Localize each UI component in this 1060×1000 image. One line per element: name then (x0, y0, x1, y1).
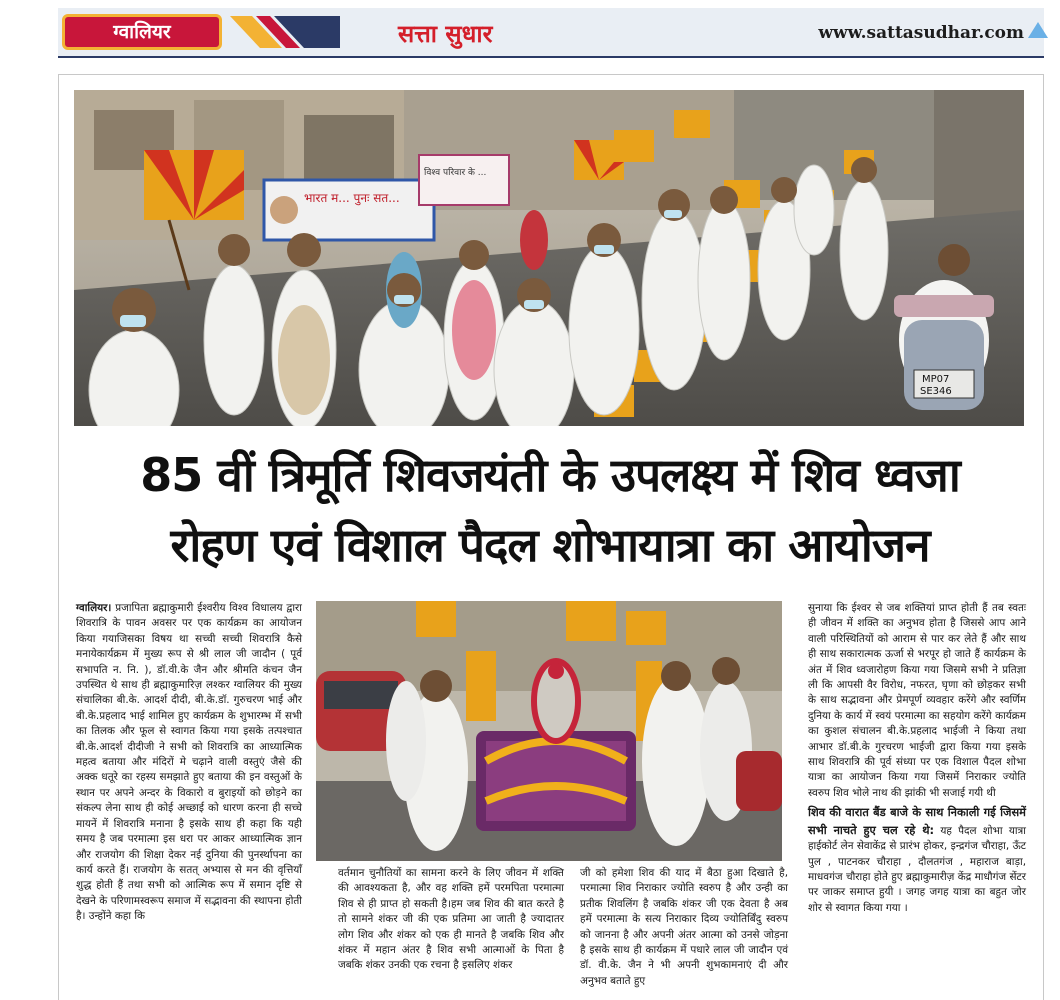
column-2-text: वर्तमान चुनौतियों का सामना करने के लिए जीवन में शक्ति की आवश्यकता है, और वह शक्ति हमें परमपिता परमात्मा शिव से ही प्राप्त हो सकती है।हम जब शिव की बात करते है तो सामने शंकर जी की एक प्रतिमा आ जाती है ज्यादातर लोग शिव और शंकर को एक ही मानते है जबकि शिव और शंकर में महान अंतर है शिव सभी आत्माओं के पिता है जबकि शंकर उनकी एक रचना है इसलिए शंकर (338, 867, 564, 972)
page-header (58, 8, 1044, 58)
article-column-1 (76, 601, 302, 925)
headline-line-1: 85 वीं त्रिमूर्ति शिवजयंती के उपलक्ष्य में शिव ध्वजा (140, 448, 960, 502)
column-3-text: जी को हमेशा शिव की याद में बैठा हुआ दिखाते है, परमात्मा शिव निराकार ज्योति स्वरुप है और उन्ही का प्रतीक शिवलिंग है जबकि शंकर जी एक देवता है अब हमें परमात्मा के सत्य निराकार दिव्य ज्योतिर्बिंदु स्वरुप को जानना है और अपनी अंतर आत्मा को उनसे जोड़ना है इसके साथ ही कार्यक्रम में पधारे लाल जी जादौन एवं डॉ. वी.के. जैन ने भी अपनी शुभकामनाएं दी और अनुभव बताते हुए (580, 867, 788, 987)
tableau-illustration (316, 601, 782, 861)
banner-text: भारत म... पुनः सत... (304, 191, 400, 205)
website-link[interactable]: www.sattasudhar.com (818, 23, 1024, 43)
procession-illustration (74, 90, 1024, 426)
dateline: ग्वालियर। (76, 602, 112, 614)
scooter-plate-line1: MP07 (922, 374, 950, 385)
city-tag: ग्वालियर (62, 14, 222, 50)
article-column-4 (808, 601, 1026, 916)
article-column-3 (580, 866, 788, 989)
brand-name: सत्ता सुधार (398, 19, 493, 48)
article-column-2 (338, 866, 564, 974)
corner-triangle-icon (1028, 22, 1048, 38)
scooter-plate-line2: SE346 (920, 386, 952, 397)
column-1-text: प्रजापिता ब्रह्माकुमारी ईश्वरीय विश्व विधालय द्वारा शिवरात्रि के पावन अवसर पर एक कार्यक्रम का आयोजन किया गयाजिसका विषय था सच्ची सच्ची शिवरात्रि कैसे मनायेकार्यक्रम में मुख्य रूप से श्री लाल जी जादौन ( पूर्व सभापति न. नि. ), डॉ.वी.के जैन और श्रीमति कंचन जैन उपस्थित थे साथ ही ब्रह्माकुमारिज़ लश्कर ग्वालियर की मुख्य संचालिका बी.के. आदर्श दीदी, बी.के.डॉ. गुरुचरण भाई और बी.के.प्रहलाद भाई शामिल हुए कार्यक्रम के शुभारम्भ में सभी का तिलक और फूल से स्वागत किया गया इसके तत्पश्चात बी.के.आदर्श दीदीजी ने सभी को शिवरात्रि का आध्यात्मिक महत्व बताया और मंदिरों मे चढ़ाने वाली वस्तुएं जैसे की अक्क धतूरे का रहस्य समझाते हुए बताया की इन वस्तुओं के स्थान पर अपने अन्दर के विकारो व बुराइयों को छोड़ने का संकल्प लेना साथ ही कोई अच्छाई को धारण करना ही सच्चे मायनें में शिवरात्रि मनाना है इसके साथ ही कहा कि यही समय है जब परमात्मा इस धरा पर आकर आध्यात्मिक ज्ञान और राजयोग की शिक्षा देकर नई दुनिया की पुनर्स्थापना का कार्य करते हैं। राजयोग के सतत् अभ्यास से मन की वृत्तियाँ शुद्ध होती हैं तथा सभी को आत्मिक रूप में समान दृष्टि से देखने के परिणामस्वरूप समाज में सद्भावना की स्थापना होती है। उन्होंने कहा कि (76, 602, 302, 923)
subheading: शिव की वारात बैंड बाजे के साथ निकाली गई जिसमें सभी नाचते हुए चल रहे थे: (808, 805, 1026, 837)
header-stripes (230, 16, 340, 48)
shiva-tableau-photo (316, 601, 782, 861)
headline (70, 440, 1030, 580)
column-4-text: सुनाया कि ईश्वर से जब शक्तियां प्राप्त होती हैं तब स्वतः ही जीवन में शक्ति का अनुभव होता है जिससे आप आने वाली परिस्थितियों को आराम से पार कर लेते हैं और साथ ही साथ सकारात्मक ऊर्जा से भरपूर हो जाते हैं कार्यक्रम के अंत में शिव ध्वजारोहण किया गया जिसमे सभी ने प्रतिज्ञा ली कि आपसी वैर विरोध, नफरत, घृणा को छोड़कर सभी के साथ सद्भावना और प्रेमपूर्ण व्यवहार करेंगे और स्वर्णिम दुनिया के कार्य में स्वयं परमात्मा का सहयोग करेंगे कार्यक्रम का कुशल संचालन बी.के.प्रहलाद भाईजी ने किया तथा आभार डॉ.बी.के गुरचरण भाईजी द्वारा किया गया इसके साथ शिवरात्रि की पूर्व संध्या पर एक विशाल पैदल शोभा यात्रा का आयोजन किया गया जिसमें निराकार ज्योति स्वरुप शिव भोले नाथ की झांकी भी सजाई गयी थी (808, 602, 1026, 799)
placard-text: विश्व परिवार के ... (424, 168, 487, 178)
headline-line-2: रोहण एवं विशाल पैदल शोभायात्रा का आयोजन (170, 518, 930, 572)
column-4-continued-text: यह पैदल शोभा यात्रा हाईकोर्ट लेन सेवाकेंद्र से प्रारंभ होकर, इन्द्रगंज चौराहा, ऊँट पुल , पाटनकर चौराहा , दौलतगंज , महाराज बाड़ा, माधवगंज चौराहा होते हुए ब्रह्माकुमारीज़ केंद्र माधौगंज सेंटर पर जाकर समाप्त हुयी । जगह जगह यात्रा का बहुत जोर शोर से स्वागत किया गया । (808, 824, 1026, 914)
procession-photo (74, 90, 1024, 426)
